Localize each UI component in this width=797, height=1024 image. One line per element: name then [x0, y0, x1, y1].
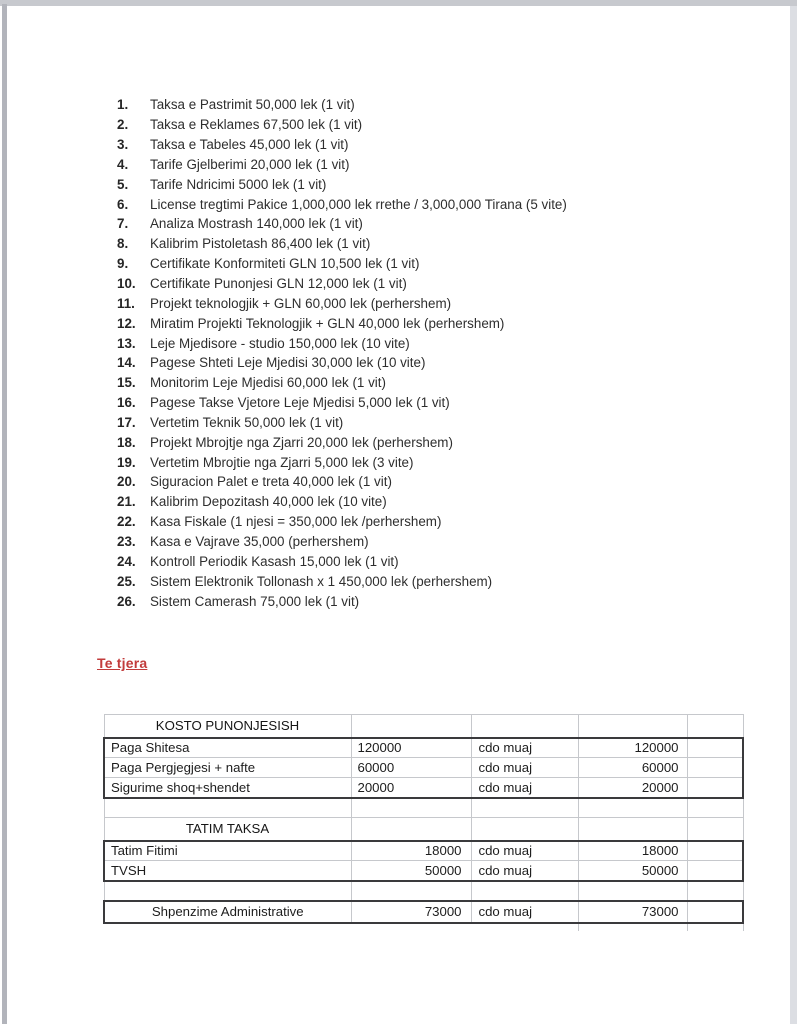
- empty-cell: [471, 881, 578, 901]
- cell-label: Paga Shitesa: [104, 738, 351, 758]
- list-item: [117, 214, 567, 234]
- section-title-kosto: KOSTO PUNONJESISH: [104, 715, 351, 738]
- cell-label: Shpenzime Administrative: [104, 901, 351, 923]
- list-item-number: 22.: [117, 514, 136, 530]
- table-row: [104, 861, 743, 881]
- list-item: [117, 293, 567, 313]
- list-item: [117, 551, 567, 571]
- section-heading-te-tjera: Te tjera: [97, 655, 148, 671]
- list-item: [117, 393, 567, 413]
- cell-frequency: cdo muaj: [471, 861, 578, 881]
- table-row: [104, 738, 743, 758]
- tatim-header-row: [104, 818, 743, 841]
- empty-cell: [687, 861, 743, 881]
- empty-cell: [351, 923, 471, 931]
- list-item-number: 26.: [117, 593, 136, 609]
- empty-cell: [687, 841, 743, 861]
- empty-cell: [351, 818, 471, 841]
- list-item-text: Tarife Gjelberimi 20,000 lek (1 vit): [150, 156, 350, 172]
- list-item-number: 20.: [117, 474, 136, 490]
- list-item-number: 7.: [117, 216, 129, 232]
- list-item-number: 24.: [117, 553, 136, 569]
- list-item: [117, 432, 567, 452]
- list-item-number: 15.: [117, 375, 136, 391]
- cell-amount: 60000: [351, 758, 471, 778]
- list-item: [117, 254, 567, 274]
- list-item-number: 17.: [117, 414, 136, 430]
- list-item: [117, 234, 567, 254]
- empty-cell: [687, 758, 743, 778]
- list-item-number: 6.: [117, 196, 129, 212]
- list-item: [117, 274, 567, 294]
- photo-edge-left: [2, 4, 7, 1024]
- list-item: [117, 333, 567, 353]
- list-item-number: 2.: [117, 117, 129, 133]
- list-item: [117, 591, 567, 611]
- gridline-tick-row: [104, 923, 743, 931]
- list-item-text: Kalibrim Depozitash 40,000 lek (10 vite): [150, 494, 387, 510]
- list-item: [117, 472, 567, 492]
- section-title-tatim: TATIM TAKSA: [104, 818, 351, 841]
- empty-cell: [471, 818, 578, 841]
- list-item: [117, 512, 567, 532]
- table-row: [104, 778, 743, 798]
- empty-cell: [687, 715, 743, 738]
- list-item-text: Taksa e Pastrimit 50,000 lek (1 vit): [150, 97, 355, 113]
- list-item: [117, 492, 567, 512]
- empty-cell: [578, 715, 687, 738]
- empty-cell: [471, 798, 578, 818]
- list-item: [117, 194, 567, 214]
- list-item: [117, 174, 567, 194]
- summary-row: [104, 901, 743, 923]
- list-item-text: Taksa e Reklames 67,500 lek (1 vit): [150, 117, 363, 133]
- list-item-number: 10.: [117, 276, 136, 292]
- list-item-number: 12.: [117, 315, 136, 331]
- empty-cell: [471, 715, 578, 738]
- list-item-number: 11.: [117, 295, 135, 311]
- list-item-text: Tarife Ndricimi 5000 lek (1 vit): [150, 176, 327, 192]
- cell-total: 18000: [578, 841, 687, 861]
- spacer-row: [104, 798, 743, 818]
- cell-total: 60000: [578, 758, 687, 778]
- list-item-number: 16.: [117, 395, 136, 411]
- list-item-text: Kalibrim Pistoletash 86,400 lek (1 vit): [150, 236, 371, 252]
- empty-cell: [578, 818, 687, 841]
- list-item: [117, 353, 567, 373]
- empty-cell: [351, 798, 471, 818]
- list-item-number: 25.: [117, 573, 136, 589]
- list-item-number: 23.: [117, 533, 136, 549]
- empty-cell: [104, 881, 351, 901]
- list-item: [117, 373, 567, 393]
- list-item-text: Leje Mjedisore - studio 150,000 lek (10 vite): [150, 335, 410, 351]
- list-item-text: Kasa Fiskale (1 njesi = 350,000 lek /perhershem): [150, 514, 442, 530]
- list-item-text: License tregtimi Pakice 1,000,000 lek rrethe / 3,000,000 Tirana (5 vite): [150, 196, 567, 212]
- cell-total: 120000: [578, 738, 687, 758]
- table-row: [104, 758, 743, 778]
- empty-cell: [351, 881, 471, 901]
- cell-label: Tatim Fitimi: [104, 841, 351, 861]
- cell-amount: 120000: [351, 738, 471, 758]
- cell-frequency: cdo muaj: [471, 778, 578, 798]
- list-item-text: Miratim Projekti Teknologjik + GLN 40,000 lek (perhershem): [150, 315, 505, 331]
- empty-cell: [687, 923, 743, 931]
- list-item-text: Kontroll Periodik Kasash 15,000 lek (1 vit): [150, 553, 399, 569]
- list-item-text: Certifikate Konformiteti GLN 10,500 lek (1 vit): [150, 256, 420, 272]
- list-item-text: Sistem Camerash 75,000 lek (1 vit): [150, 593, 360, 609]
- list-item: [117, 155, 567, 175]
- list-item-text: Sistem Elektronik Tollonash x 1 450,000 lek (perhershem): [150, 573, 493, 589]
- cell-amount: 20000: [351, 778, 471, 798]
- table-row: [104, 841, 743, 861]
- cell-amount: 18000: [351, 841, 471, 861]
- empty-cell: [104, 798, 351, 818]
- list-item-number: 14.: [117, 355, 136, 371]
- cell-total: 20000: [578, 778, 687, 798]
- list-item: [117, 571, 567, 591]
- list-item: [117, 532, 567, 552]
- fee-list: [117, 95, 567, 611]
- list-item-text: Kasa e Vajrave 35,000 (perhershem): [150, 533, 369, 549]
- list-item: [117, 413, 567, 433]
- cell-amount: 50000: [351, 861, 471, 881]
- cell-total: 73000: [578, 901, 687, 923]
- cell-frequency: cdo muaj: [471, 901, 578, 923]
- cell-frequency: cdo muaj: [471, 841, 578, 861]
- list-item-number: 1.: [117, 97, 129, 113]
- photo-edge-right: [790, 6, 797, 1024]
- empty-cell: [687, 798, 743, 818]
- list-item: [117, 313, 567, 333]
- list-item-number: 21.: [117, 494, 136, 510]
- list-item-number: 13.: [117, 335, 136, 351]
- empty-cell: [578, 881, 687, 901]
- list-item-text: Projekt teknologjik + GLN 60,000 lek (perhershem): [150, 295, 452, 311]
- cell-label: Sigurime shoq+shendet: [104, 778, 351, 798]
- list-item-text: Vertetim Mbrojtie nga Zjarri 5,000 lek (3 vite): [150, 454, 414, 470]
- cell-label: Paga Pergjegjesi + nafte: [104, 758, 351, 778]
- empty-cell: [578, 798, 687, 818]
- list-item-text: Vertetim Teknik 50,000 lek (1 vit): [150, 414, 344, 430]
- list-item-number: 4.: [117, 156, 129, 172]
- empty-cell: [471, 923, 578, 931]
- cost-table: [103, 714, 744, 931]
- empty-cell: [687, 738, 743, 758]
- cell-frequency: cdo muaj: [471, 758, 578, 778]
- list-item-number: 19.: [117, 454, 136, 470]
- photo-edge-top: [0, 0, 797, 6]
- list-item-text: Siguracion Palet e treta 40,000 lek (1 vit): [150, 474, 392, 490]
- list-item-text: Projekt Mbrojtje nga Zjarri 20,000 lek (perhershem): [150, 434, 453, 450]
- list-item-number: 9.: [117, 256, 129, 272]
- cell-label: TVSH: [104, 861, 351, 881]
- list-item-number: 8.: [117, 236, 129, 252]
- list-item-number: 18.: [117, 434, 136, 450]
- empty-cell: [687, 818, 743, 841]
- list-item-text: Pagese Shteti Leje Mjedisi 30,000 lek (10 vite): [150, 355, 426, 371]
- list-item-text: Monitorim Leje Mjedisi 60,000 lek (1 vit): [150, 375, 386, 391]
- list-item: [117, 135, 567, 155]
- list-item-number: 5.: [117, 176, 129, 192]
- list-item: [117, 95, 567, 115]
- list-item: [117, 452, 567, 472]
- kosto-header-row: [104, 715, 743, 738]
- list-item-text: Taksa e Tabeles 45,000 lek (1 vit): [150, 137, 349, 153]
- empty-cell: [687, 901, 743, 923]
- cell-total: 50000: [578, 861, 687, 881]
- spacer-row: [104, 881, 743, 901]
- empty-cell: [687, 778, 743, 798]
- list-item-text: Certifikate Punonjesi GLN 12,000 lek (1 vit): [150, 276, 407, 292]
- list-item-text: Pagese Takse Vjetore Leje Mjedisi 5,000 lek (1 vit): [150, 395, 450, 411]
- empty-cell: [578, 923, 687, 931]
- list-item: [117, 115, 567, 135]
- empty-cell: [104, 923, 351, 931]
- list-item-text: Analiza Mostrash 140,000 lek (1 vit): [150, 216, 363, 232]
- list-item-number: 3.: [117, 137, 129, 153]
- empty-cell: [351, 715, 471, 738]
- cell-amount: 73000: [351, 901, 471, 923]
- empty-cell: [687, 881, 743, 901]
- cell-frequency: cdo muaj: [471, 738, 578, 758]
